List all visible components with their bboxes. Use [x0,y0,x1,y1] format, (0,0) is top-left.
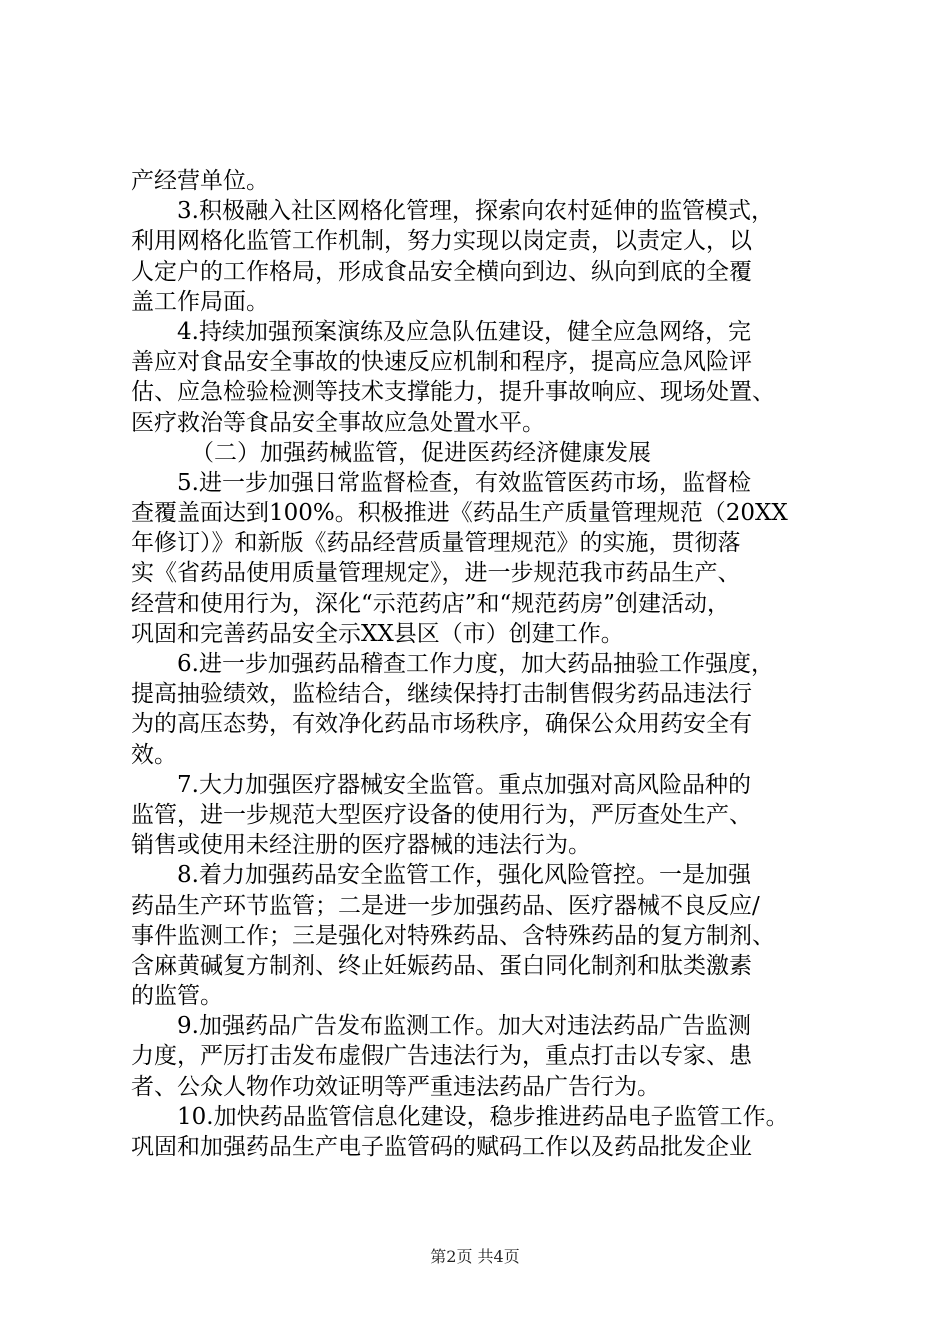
text-line: 7.大力加强医疗器械安全监管。重点加强对高风险品种的 [177,771,751,798]
body-text [131,166,831,1162]
text-line: 效。 [131,741,177,768]
text-line: 善应对食品安全事故的快速反应机制和程序，提高应急风险评 [131,349,752,376]
text-line: 提高抽验绩效，监检结合，继续保持打击制售假劣药品违法行 [131,681,752,708]
text-line: 监管，进一步规范大型医疗设备的使用行为，严厉查处生产、 [131,801,752,828]
text-line: 查覆盖面达到100%。积极推进《药品生产质量管理规范（20XX [131,500,788,527]
text-line: 年修订）》和新版《药品经营质量管理规范》的实施，贯彻落 [131,530,741,557]
text-line: 6.进一步加强药品稽查工作力度，加大药品抽验工作强度， [177,651,774,677]
text-line: 4.持续加强预案演练及应急队伍建设，健全应急网络，完 [177,318,751,345]
text-line: 实《省药品使用质量管理规定》，进一步规范我市药品生产、 [131,560,741,587]
text-line: 利用网格化监管工作机制，努力实现以岗定责，以责定人，以 [131,228,752,255]
text-line: 经营和使用行为，深化“示范药店”和“规范药房”创建活动， [131,590,731,617]
text-line: 的监管。 [131,983,223,1010]
text-line: 产经营单位。 [131,168,269,194]
text-line: 9.加强药品广告发布监测工作。加大对违法药品广告监测 [177,1013,751,1040]
text-line: 盖工作局面。 [131,288,269,315]
text-line: 医疗救治等食品安全事故应急处置水平。 [131,409,545,436]
text-line: 销售或使用未经注册的医疗器械的违法行为。 [131,832,591,859]
text-line: 8.着力加强药品安全监管工作，强化风险管控。一是加强 [177,862,751,889]
text-line: 力度，严厉打击发布虚假广告违法行为，重点打击以专家、患 [131,1043,752,1070]
text-line: 事件监测工作；三是强化对特殊药品、含特殊药品的复方制剂、 [131,922,775,949]
text-line: 巩固和完善药品安全示XX县区（市）创建工作。 [131,620,624,647]
text-line: 5.进一步加强日常监督检查，有效监管医药市场，监督检 [177,469,751,496]
text-line: 3.积极融入社区网格化管理，探索向农村延伸的监管模式， [177,198,774,225]
text-line: 人定户的工作格局，形成食品安全横向到边、纵向到底的全覆 [131,258,752,285]
text-line: 巩固和加强药品生产电子监管码的赋码工作以及药品批发企业 [131,1134,752,1160]
text-line: 含麻黄碱复方制剂、终止妊娠药品、蛋白同化制剂和肽类激素 [131,952,752,979]
text-line: 10.加快药品监管信息化建设，稳步推进药品电子监管工作。 [177,1103,789,1130]
text-line: 者、公众人物作功效证明等严重违法药品广告行为。 [131,1073,660,1100]
text-line: 估、应急检验检测等技术支撑能力，提升事故响应、现场处置、 [131,379,775,406]
section-heading: （二）加强药械监管，促进医药经济健康发展 [191,439,651,466]
text-line: 药品生产环节监管；二是进一步加强药品、医疗器械不良反应/ [131,892,760,919]
page-number-footer: 第2页 共4页 [430,1247,520,1266]
text-line: 为的高压态势，有效净化药品市场秩序，确保公众用药安全有 [131,711,752,738]
